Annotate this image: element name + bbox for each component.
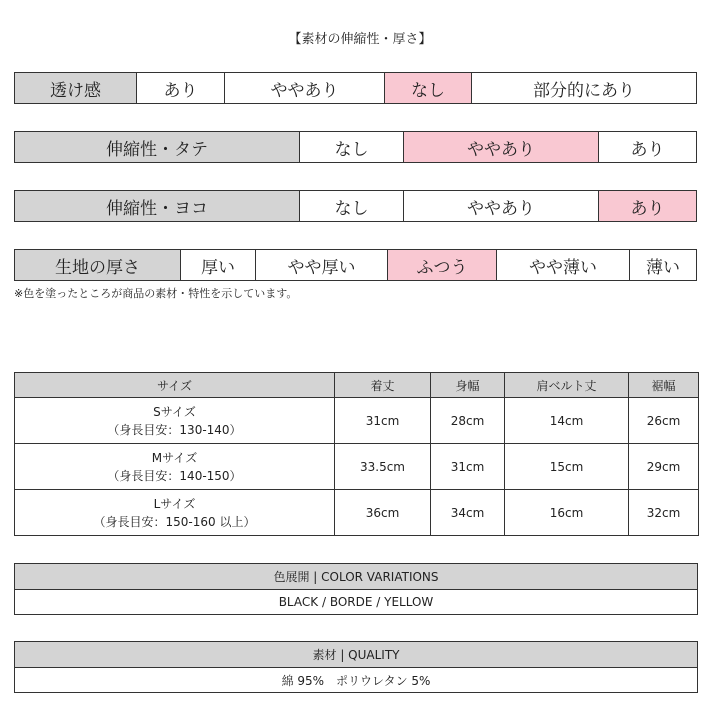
measure-cell: 31cm [335, 398, 431, 444]
column-header: 着丈 [335, 373, 431, 398]
attr-row-transparency [14, 72, 697, 104]
measure-cell: 29cm [629, 444, 699, 490]
attr-row-stretch-vertical [14, 131, 697, 163]
attr-option: あり [136, 73, 224, 103]
size-name: Sサイズ [153, 404, 196, 419]
attr-option: なし [299, 132, 403, 162]
legend-note: ※色を塗ったところが商品の素材・特性を示しています。 [14, 287, 298, 300]
size-height-guide: （身長目安：130-140） [107, 422, 242, 437]
size-name: Mサイズ [151, 450, 198, 465]
attr-option: ややあり [224, 73, 384, 103]
size-cell [15, 398, 335, 444]
attr-option: あり [598, 132, 696, 162]
attr-option-selected: ややあり [403, 132, 598, 162]
attr-row-thickness [14, 249, 697, 281]
attr-label: 伸縮性・ヨコ [15, 191, 299, 221]
attr-label: 伸縮性・タテ [15, 132, 299, 162]
attr-row-stretch-horizontal [14, 190, 697, 222]
measure-cell: 28cm [431, 398, 505, 444]
measure-cell: 33.5cm [335, 444, 431, 490]
table-row [15, 398, 699, 444]
attr-label: 透け感 [15, 73, 136, 103]
attr-option: 部分的にあり [471, 73, 696, 103]
measure-cell: 31cm [431, 444, 505, 490]
column-header: 肩ベルト丈 [505, 373, 629, 398]
color-variations-table [14, 563, 698, 615]
measure-cell: 16cm [505, 490, 629, 536]
table-row [15, 444, 699, 490]
attr-option-selected: なし [384, 73, 471, 103]
measure-cell: 14cm [505, 398, 629, 444]
measure-cell: 36cm [335, 490, 431, 536]
measure-cell: 32cm [629, 490, 699, 536]
size-table [14, 372, 699, 536]
attr-option: なし [299, 191, 403, 221]
size-height-guide: （身長目安：140-150） [107, 468, 242, 483]
column-header: 裾幅 [629, 373, 699, 398]
size-cell [15, 444, 335, 490]
table-header-row [15, 373, 699, 398]
column-header: 身幅 [431, 373, 505, 398]
quality-value: 綿 95% ポリウレタン 5% [15, 668, 698, 693]
color-variations-value: BLACK / BORDE / YELLOW [15, 590, 698, 615]
measure-cell: 34cm [431, 490, 505, 536]
attr-option: やや薄い [496, 250, 629, 280]
attr-option: やや厚い [255, 250, 387, 280]
attr-label: 生地の厚さ [15, 250, 180, 280]
column-header: サイズ [15, 373, 335, 398]
measure-cell: 26cm [629, 398, 699, 444]
attr-option: 薄い [629, 250, 696, 280]
size-cell [15, 490, 335, 536]
attr-option-selected: あり [598, 191, 696, 221]
attr-option: 厚い [180, 250, 255, 280]
color-variations-header: 色展開 | COLOR VARIATIONS [15, 564, 698, 590]
attr-option: ややあり [403, 191, 598, 221]
table-row [15, 490, 699, 536]
measure-cell: 15cm [505, 444, 629, 490]
attr-option-selected: ふつう [387, 250, 496, 280]
size-height-guide: （身長目安：150-160 以上） [93, 514, 256, 529]
section-title: 【素材の伸縮性・厚さ】 [288, 32, 432, 47]
size-name: Lサイズ [153, 496, 196, 511]
quality-header: 素材 | QUALITY [15, 642, 698, 668]
quality-table [14, 641, 698, 693]
